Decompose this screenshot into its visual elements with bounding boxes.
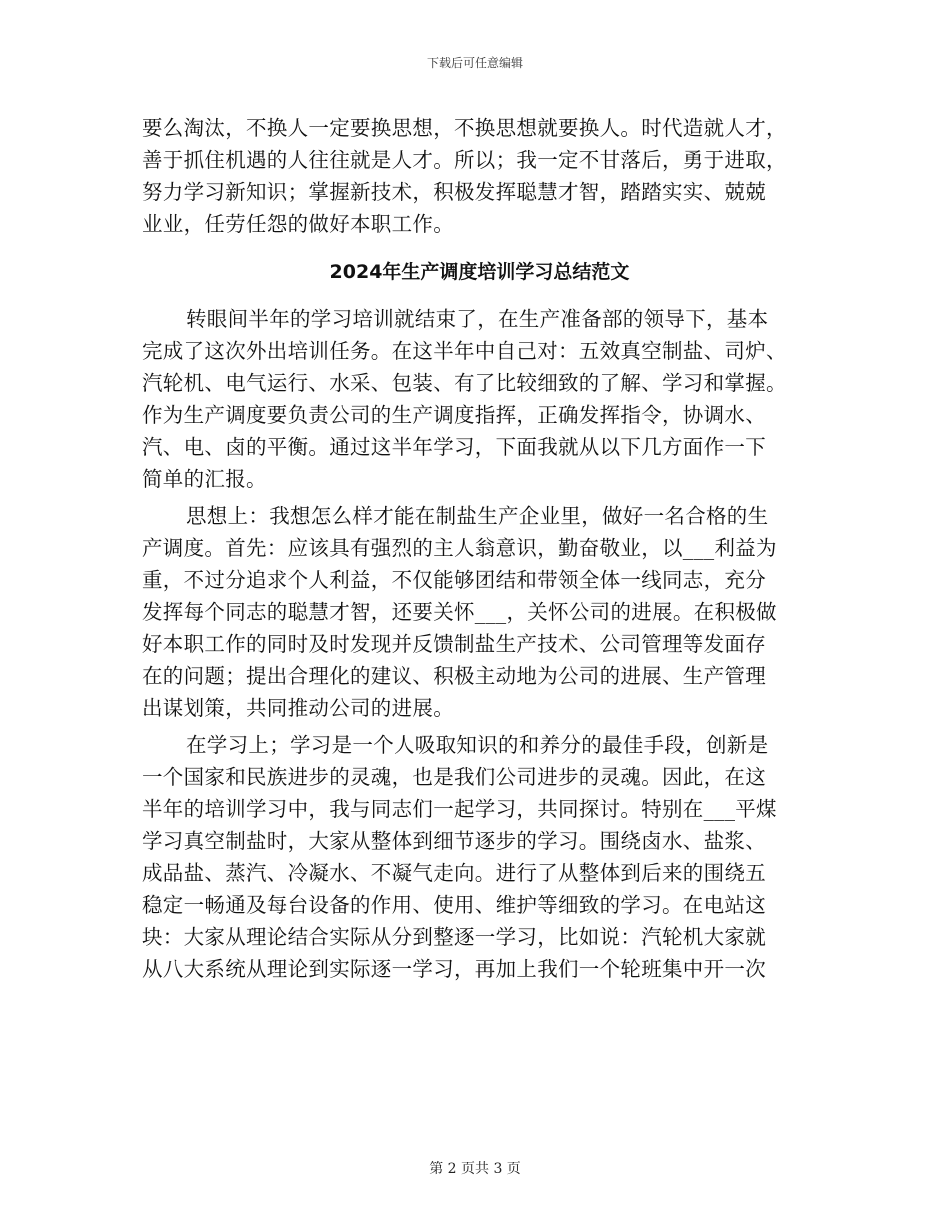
intro-paragraph: [142, 112, 817, 240]
text-line: 善于抓住机遇的人往往就是人才。所以；我一定不甘落后，勇于进取，: [142, 148, 787, 172]
text-line: 要么淘汰，不换人一定要换思想，不换思想就要换人。时代造就人才，: [142, 116, 787, 140]
document-title: 2024年生产调度培训学习总结范文: [329, 261, 630, 283]
text-line: 从八大系统从理论到实际逐一学习，再加上我们一个轮班集中开一次: [142, 957, 766, 981]
paragraph-2: [142, 500, 817, 724]
page-header: 下载后可任意编辑: [426, 56, 523, 70]
text-line: 学习真空制盐时，大家从整体到细节逐步的学习。围绕卤水、盐浆、: [142, 829, 766, 853]
text-line: 一个国家和民族进步的灵魂，也是我们公司进步的灵魂。因此，在这: [142, 765, 766, 789]
text-line: 稳定一畅通及每台设备的作用、使用、维护等细致的学习。在电站这: [142, 893, 766, 917]
page-footer: 第 2 页共 3 页: [429, 1161, 521, 1177]
text-line: 半年的培训学习中，我与同志们一起学习，共同探讨。特别在___平煤: [142, 797, 777, 821]
text-line: 成品盐、蒸汽、冷凝水、不凝气走向。进行了从整体到后来的围绕五: [142, 861, 766, 885]
text-line: 业业，任劳任怨的做好本职工作。: [142, 212, 454, 236]
text-line: 发挥每个同志的聪慧才智，还要关怀___，关怀公司的进展。在积极做: [142, 600, 777, 624]
text-line: 努力学习新知识；掌握新技术，积极发挥聪慧才智，踏踏实实、兢兢: [142, 180, 766, 204]
text-line: 完成了这次外出培训任务。在这半年中自己对：五效真空制盐、司炉、: [142, 339, 787, 363]
paragraph-1: [142, 303, 817, 495]
text-line: 在学习上；学习是一个人吸取知识的和养分的最佳手段，创新是: [186, 733, 769, 757]
text-line: 块：大家从理论结合实际从分到整逐一学习，比如说：汽轮机大家就: [142, 925, 766, 949]
document-body: [142, 112, 817, 985]
text-line: 汽轮机、电气运行、水采、包装、有了比较细致的了解、学习和掌握。: [142, 371, 787, 395]
text-line: 思想上：我想怎么样才能在制盐生产企业里，做好一名合格的生: [186, 504, 769, 528]
text-line: 重，不过分追求个人利益，不仅能够团结和带领全体一线同志，充分: [142, 568, 766, 592]
text-line: 简单的汇报。: [142, 467, 267, 491]
text-line: 产调度。首先：应该具有强烈的主人翁意识，勤奋敬业，以___利益为: [142, 536, 777, 560]
text-line: 作为生产调度要负责公司的生产调度指挥，正确发挥指令，协调水、: [142, 403, 766, 427]
paragraph-3: [142, 729, 817, 985]
text-line: 在的问题；提出合理化的建议、积极主动地为公司的进展、生产管理: [142, 664, 766, 688]
text-line: 转眼间半年的学习培训就结束了，在生产准备部的领导下，基本: [186, 307, 769, 331]
text-line: 汽、电、卤的平衡。通过这半年学习，下面我就从以下几方面作一下: [142, 435, 766, 459]
text-line: 出谋划策，共同推动公司的进展。: [142, 696, 454, 720]
text-line: 好本职工作的同时及时发现并反馈制盐生产技术、公司管理等发面存: [142, 632, 766, 656]
